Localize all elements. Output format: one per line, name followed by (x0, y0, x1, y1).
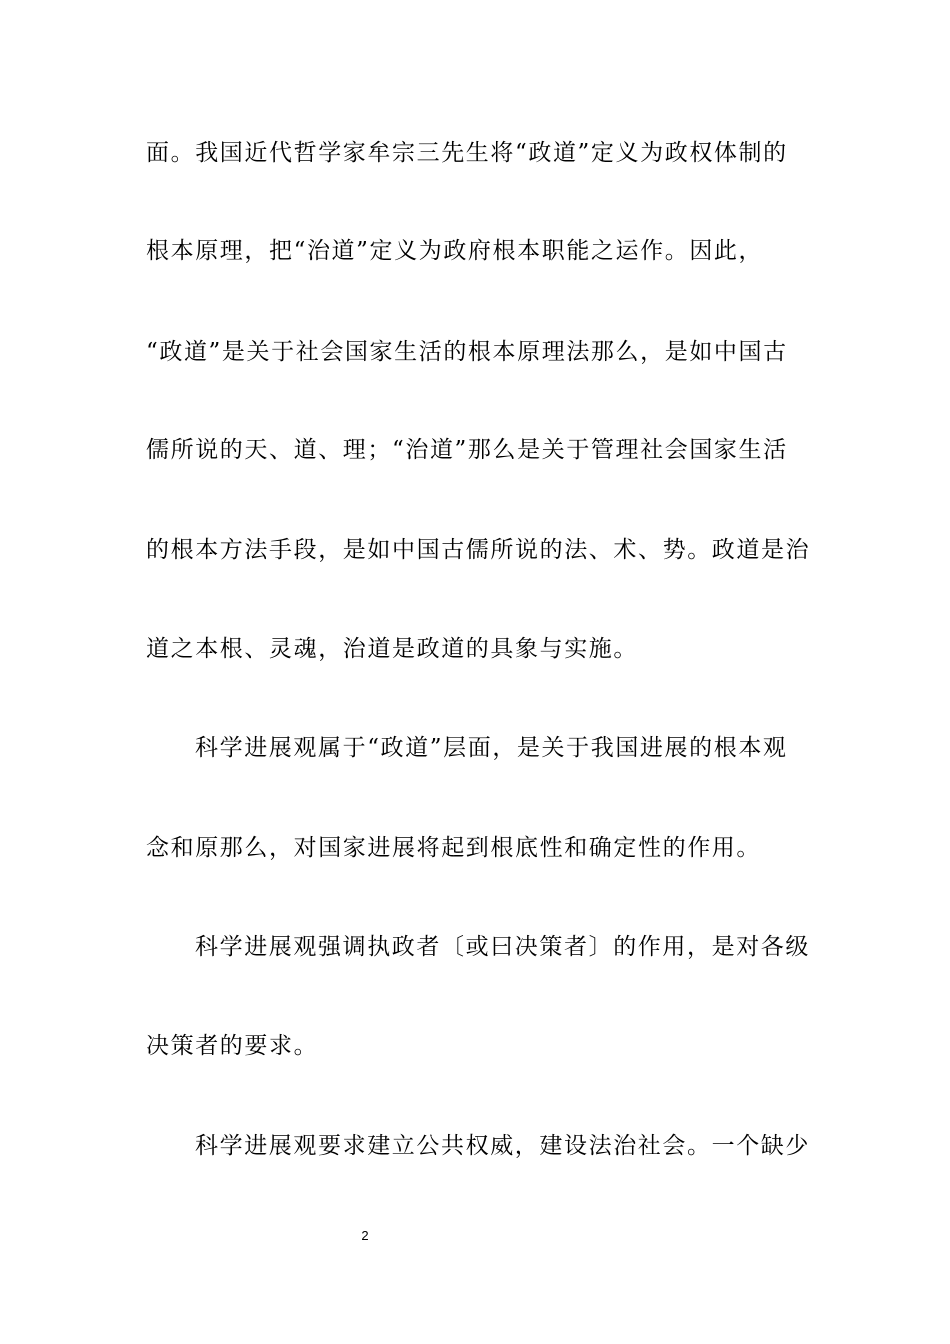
text-line: 念和原那么，对国家进展将起到根底性和确定性的作用。 (146, 835, 761, 861)
text-line: 的根本方法手段，是如中国古儒所说的法、术、势。政道是治 (146, 537, 811, 563)
text-line: 道之本根、灵魂，治道是政道的具象与实施。 (146, 636, 638, 662)
paragraph-first-line: 科学进展观属于“政道”层面，是关于我国进展的根本观 (195, 735, 788, 761)
paragraph-first-line: 科学进展观强调执政者〔或曰决策者〕的作用，是对各级 (195, 934, 810, 960)
text-line: 决策者的要求。 (146, 1033, 319, 1059)
text-line: 根本原理，把“治道”定义为政府根本职能之运作。因此， (146, 238, 764, 264)
text-line: 儒所说的天、道、理；“治道”那么是关于管理社会国家生活 (146, 437, 788, 463)
page-number: 2 (361, 1228, 369, 1243)
paragraph-first-line: 科学进展观要求建立公共权威，建设法治社会。一个缺少 (195, 1133, 810, 1159)
text-line: 面。我国近代哲学家牟宗三先生将“政道”定义为政权体制的 (146, 140, 788, 166)
text-line: “政道”是关于社会国家生活的根本原理法那么，是如中国古 (146, 339, 788, 365)
